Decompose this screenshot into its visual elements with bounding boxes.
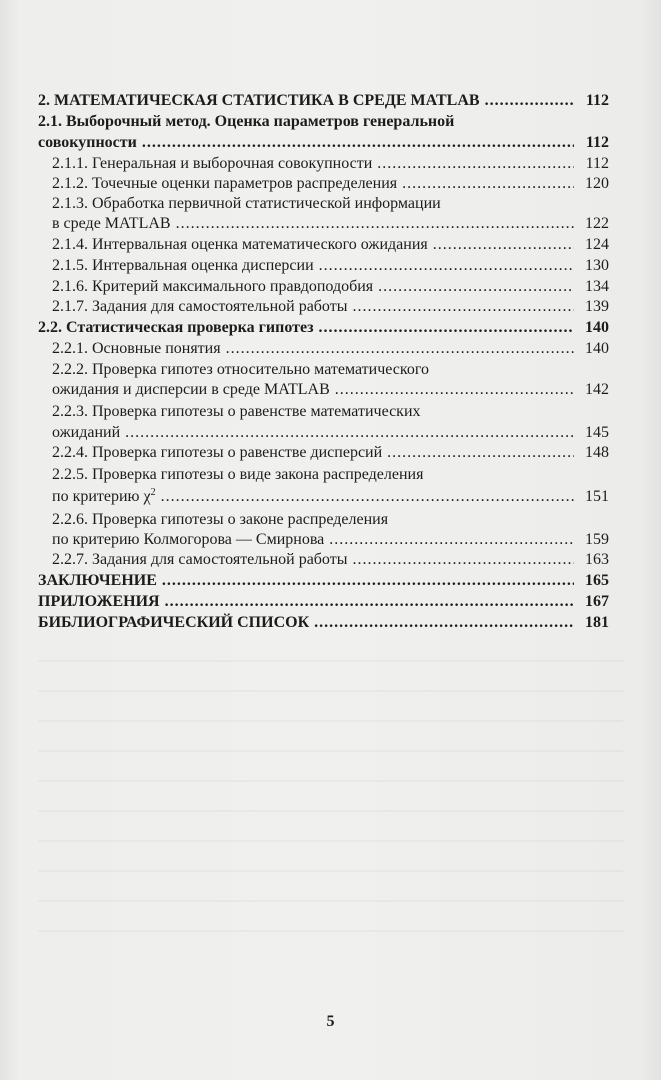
toc-title-line: 2.2.5. Проверка гипотезы о виде закона распределения: [52, 466, 424, 483]
bleed-through-line: [38, 870, 623, 872]
toc-title: 2.1.1. Генеральная и выборочная совокупности .....: [52, 154, 574, 174]
toc-title: ожиданий .....: [52, 423, 574, 443]
toc-title: 2.2.4. Проверка гипотезы о равенстве дисперсий .....: [52, 443, 574, 463]
bleed-through-line: [38, 780, 623, 782]
toc-page: 139: [585, 298, 609, 315]
toc-title: 2.1.6. Критерий максимального правдоподобия .....: [52, 277, 574, 297]
toc-page: 142: [585, 381, 609, 398]
toc-title: 2. МАТЕМАТИЧЕСКАЯ СТАТИСТИКА В СРЕДЕ MATLAB .....: [38, 91, 574, 111]
toc-title: по критерию Колмогорова — Смирнова .....: [52, 530, 574, 550]
chi-square-superscript: 2: [150, 487, 156, 498]
toc-page: 165: [585, 572, 609, 589]
bleed-through-line: [38, 690, 623, 692]
toc-title: в среде MATLAB .....: [52, 214, 574, 234]
toc-title: 2.2. Статистическая проверка гипотез .....: [38, 318, 574, 338]
toc-title: 2.1.4. Интервальная оценка математического ожидания .....: [52, 235, 574, 255]
toc-page: 112: [585, 92, 609, 109]
toc-page: 130: [585, 257, 609, 274]
toc-title: 2.1.7. Задания для самостоятельной работы .....: [52, 297, 574, 317]
toc-page: 140: [585, 340, 609, 357]
toc-title: [52, 487, 574, 509]
bleed-through-line: [38, 900, 623, 902]
toc-page: 148: [585, 444, 609, 461]
toc-page: 124: [585, 236, 609, 253]
toc-title: ожидания и дисперсии в среде MATLAB .....: [52, 380, 574, 400]
bleed-through-line: [38, 810, 623, 812]
toc-page: 134: [585, 278, 609, 295]
bleed-through-line: [38, 720, 623, 722]
toc-title: 2.2.1. Основные понятия .....: [52, 339, 574, 359]
toc-page: 151: [585, 488, 609, 505]
toc-title-line: 2.2.3. Проверка гипотезы о равенстве математических: [52, 403, 421, 420]
toc-title-text: по критерию χ: [52, 488, 151, 505]
toc-title: 2.2.7. Задания для самостоятельной работы .....: [52, 550, 574, 570]
toc-title: 2.1.5. Интервальная оценка дисперсии .....: [52, 256, 574, 276]
toc-title: ЗАКЛЮЧЕНИЕ .....: [38, 571, 574, 591]
toc-page: 181: [585, 614, 609, 631]
toc-title: совокупности .....: [38, 133, 574, 153]
toc-page: 122: [585, 215, 609, 232]
toc-page: 163: [585, 551, 609, 568]
toc-page: 112: [585, 155, 609, 172]
toc-title-line: 2.2.2. Проверка гипотез относительно математического: [52, 361, 430, 378]
toc-title: ПРИЛОЖЕНИЯ .....: [38, 592, 574, 612]
toc-title: 2.1.2. Точечные оценки параметров распределения .....: [52, 174, 574, 194]
page-number: 5: [326, 1013, 335, 1030]
toc-title-line: 2.1. Выборочный метод. Оценка параметров генеральной: [38, 113, 455, 130]
toc-title: БИБЛИОГРАФИЧЕСКИЙ СПИСОК .....: [38, 613, 574, 633]
toc-page: 145: [585, 424, 609, 441]
toc-page: 167: [585, 593, 609, 610]
bleed-through-line: [38, 840, 623, 842]
toc-title-line: 2.1.3. Обработка первичной статистической информации: [52, 195, 441, 212]
toc-page: 159: [585, 531, 609, 548]
bleed-through-line: [38, 930, 623, 932]
bleed-through-line: [38, 660, 623, 662]
toc-page: 112: [585, 134, 609, 151]
toc-title-line: 2.2.6. Проверка гипотезы о законе распределения: [52, 511, 389, 528]
toc-page: 120: [585, 175, 609, 192]
toc-page: 140: [585, 319, 609, 336]
bleed-through-line: [38, 750, 623, 752]
